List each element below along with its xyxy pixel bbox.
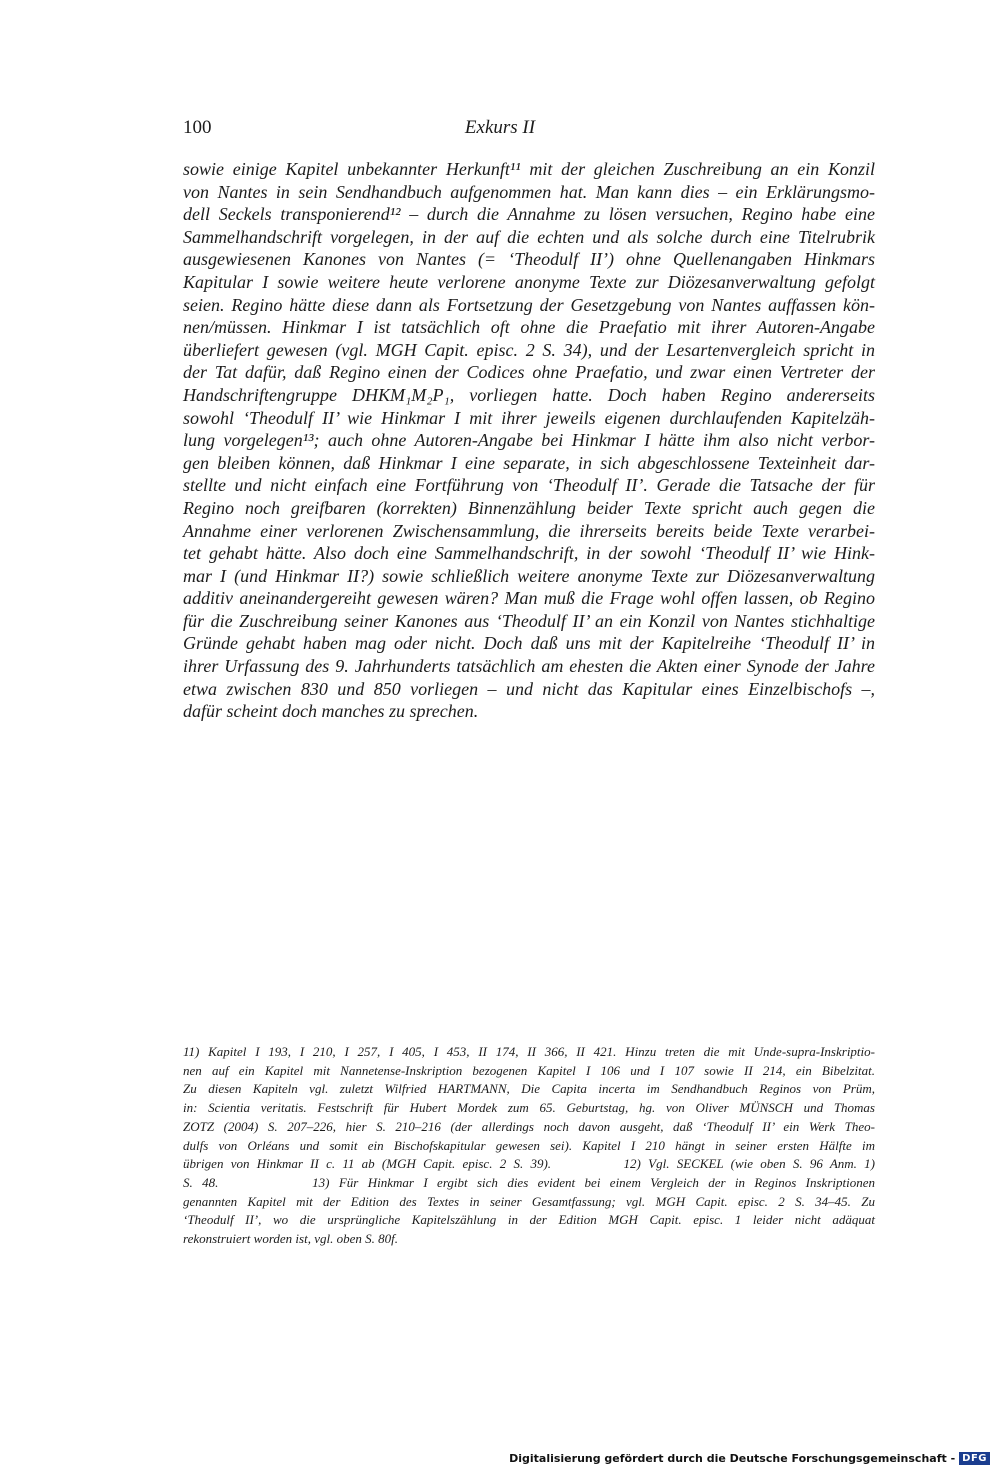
- body-line: sowohl ‘Theodulf II’ wie Hinkmar I mit ihrer jeweils eigenen durchlaufenden Kapitelzäh-: [183, 407, 875, 428]
- dfg-logo-icon: DFG: [959, 1452, 990, 1465]
- body-line: dell Seckels transponierend¹² – durch die Annahme zu lösen versuchen, Regino habe eine: [183, 204, 875, 225]
- footnote-line: übrigen von Hinkmar II c. 11 ab (MGH Capit. episc. 2 S. 39). 12) Vgl. SECKEL (wie oben S. 96 Anm. 1): [183, 1156, 875, 1172]
- footnote-line: S. 48. 13) Für Hinkmar I ergibt sich dies evident bei einem Vergleich der in Reginos Inskriptionen: [183, 1174, 875, 1190]
- body-line: etwa zwischen 830 und 850 vorliegen – und nicht das Kapitular eines Einzelbischofs –,: [183, 678, 875, 699]
- footnote-line: in: Scientia veritatis. Festschrift für Hubert Mordek zum 65. Geburtstag, hg. von Oliver MÜNSCH und Thomas: [183, 1100, 875, 1116]
- footnote-line: dulfs von Orléans und somit ein Bischofskapitular gewesen sei). Kapitel I 210 hängt in seiner ersten Hälfte im: [183, 1137, 875, 1153]
- body-line: ausgewiesenen Kanones von Nantes (= ‘Theodulf II’) ohne Quellenangaben Hinkmars: [183, 249, 875, 270]
- body-line: tet gehabt hätte. Also doch eine Sammelhandschrift, in der sowohl ‘Theodulf II’ wie Hink-: [183, 543, 875, 564]
- body-text: [183, 158, 875, 723]
- body-line: überliefert gewesen (vgl. MGH Capit. episc. 2 S. 34), und der Lesartenvergleich spricht in: [183, 339, 875, 360]
- footnote-line: genannten Kapitel mit der Edition des Textes in seiner Gesamtfassung; vgl. MGH Capit. episc. 2 S. 34–45. Zu: [183, 1193, 875, 1209]
- body-line: nen/müssen. Hinkmar I ist tatsächlich oft ohne die Praefatio mit ihrer Autoren-Angabe: [183, 317, 875, 338]
- footnote-line: 11) Kapitel I 193, I 210, I 257, I 405, I 453, II 174, II 366, II 421. Hinzu treten die mit Unde-supra-Inskriptio-: [183, 1044, 875, 1059]
- footnote-line: ZOTZ (2004) S. 207–226, hier S. 210–216 (der allerdings noch davon ausgeht, daß ‘Theodulf II’ ein Werk Theo-: [183, 1118, 875, 1134]
- page-number: 100: [183, 117, 212, 138]
- body-line: Gründe gehabt haben mag oder nicht. Doch daß uns mit der Kapitelreihe ‘Theodulf II’ in: [183, 633, 875, 654]
- body-line: stellte und nicht einfach eine Fortführung von ‘Theodulf II’. Gerade die Tatsache der für: [183, 475, 875, 496]
- body-line: Handschriftengruppe DHKM₁M₂P₁, vorliegen hatte. Doch haben Regino andererseits: [183, 384, 875, 405]
- footnote-line: ‘Theodulf II’, wo die ursprüngliche Kapitelszählung in der Edition MGH Capit. episc. 1 leider nicht adäquat: [183, 1212, 875, 1228]
- footnotes: [183, 1043, 875, 1249]
- body-line: Annahme einer verlorenen Zwischensammlung, die ihrerseits bereits beide Texte verarbei-: [183, 520, 875, 541]
- body-line: Regino noch greifbaren (korrekten) Binnenzählung beider Texte spricht auch gegen die: [183, 497, 875, 518]
- body-line: ihrer Urfassung des 9. Jahrhunderts tatsächlich am ehesten die Akten einer Synode der Jahre: [183, 656, 875, 677]
- body-line: Kapitular I sowie weitere heute verlorene anonyme Texte zur Diözesanverwaltung gefolgt: [183, 271, 875, 292]
- body-line: sowie einige Kapitel unbekannter Herkunft¹¹ mit der gleichen Zuschreibung an ein Konzil: [183, 159, 875, 179]
- body-line: seien. Regino hätte diese dann als Fortsetzung der Gesetzgebung von Nantes auffassen kön-: [183, 294, 875, 315]
- body-line: mar I (und Hinkmar II?) sowie schließlich weitere anonyme Texte zur Diözesanverwaltung: [183, 565, 875, 586]
- body-line: von Nantes in sein Sendhandbuch aufgenommen hat. Man kann dies – ein Erklärungsmo-: [183, 181, 875, 202]
- footer-credit: [509, 1452, 990, 1465]
- body-line: Sammelhandschrift vorgelegen, in der auf die echten und als solche durch eine Titelrubrik: [183, 226, 875, 247]
- body-line: für die Zuschreibung seiner Kanones aus ‘Theodulf II’ an ein Konzil von Nantes stichhaltige: [183, 610, 875, 631]
- body-line: lung vorgelegen¹³; auch ohne Autoren-Angabe bei Hinkmar I hätte ihm also nicht verbor-: [183, 430, 875, 451]
- footnote-line: rekonstruiert worden ist, vgl. oben S. 80f.: [183, 1231, 398, 1247]
- body-line: gen bleiben können, daß Hinkmar I eine separate, in sich abgeschlossene Texteinheit dar-: [183, 452, 875, 473]
- footnote-line: Zu diesen Kapiteln vgl. zuletzt Wilfried HARTMANN, Die Capita incerta im Sendhandbuch Reginos von Prüm,: [183, 1081, 875, 1097]
- footnote-line: nen auf ein Kapitel mit Nannetense-Inskription bezogenen Kapitel I 106 und I 107 sowie II 214, ein Bibelzitat.: [183, 1062, 875, 1078]
- footer-credit-text: Digitalisierung gefördert durch die Deutsche Forschungsgemeinschaft -: [509, 1452, 956, 1465]
- body-line: additiv aneinandergereiht gewesen wären? Man muß die Frage wohl offen lassen, ob Regino: [183, 588, 875, 609]
- body-line: dafür scheint doch manches zu sprechen.: [183, 701, 479, 722]
- body-line: der Tat dafür, daß Regino einen der Codices ohne Praefatio, und zwar einen Vertreter der: [183, 362, 875, 383]
- running-head: Exkurs II: [464, 117, 536, 138]
